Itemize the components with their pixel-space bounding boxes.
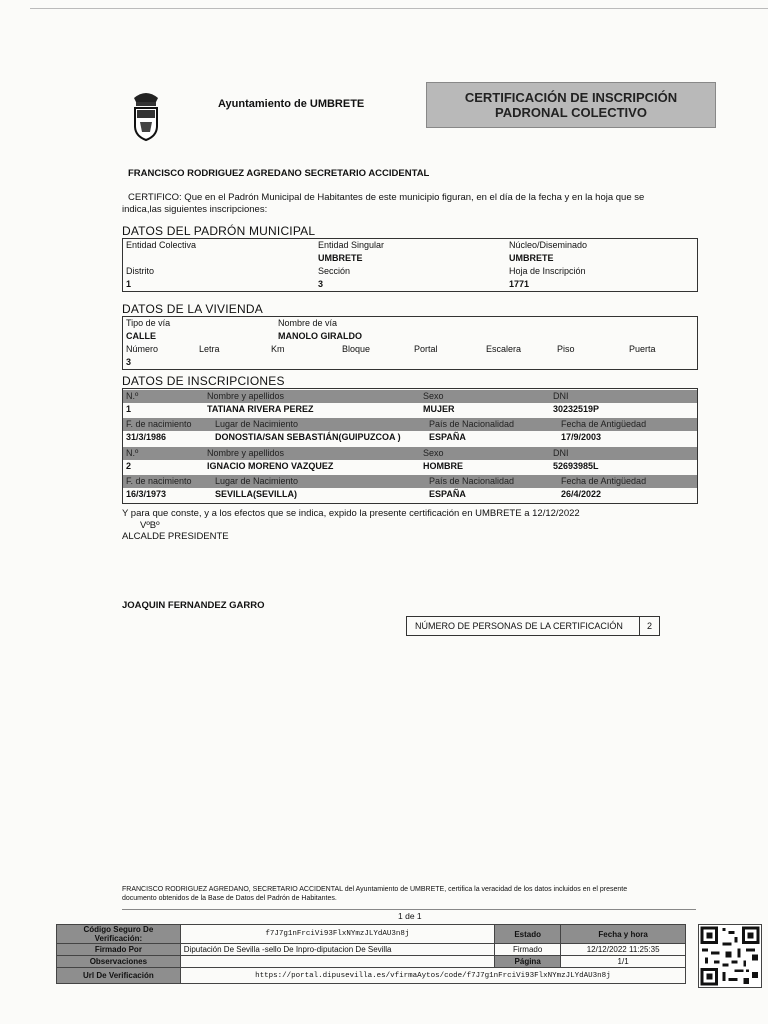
person-dni: 52693985L (553, 461, 599, 471)
verification-table (56, 924, 686, 984)
certifico-line2: indica,las siguientes inscripciones: (122, 204, 268, 215)
entidad-singular-label: Entidad Singular (318, 240, 385, 250)
hoja-label: Hoja de Inscripción (509, 266, 586, 276)
tipo-via-label: Tipo de vía (126, 318, 171, 328)
coat-of-arms-icon (128, 88, 164, 144)
escalera-label: Escalera (486, 344, 522, 354)
table-row (123, 460, 697, 474)
header-sexo: Sexo (423, 391, 444, 401)
distrito-value: 1 (126, 279, 132, 289)
header-band (123, 390, 697, 403)
bloque-label: Bloque (342, 344, 371, 354)
person-dni: 30232519P (553, 404, 600, 414)
fecha-value: 12/12/2022 11:25:35 (561, 944, 686, 956)
vivienda-section-title: DATOS DE LA VIVIENDA (122, 302, 263, 316)
estado-label: Estado (495, 925, 561, 944)
inscripciones-section-title: DATOS DE INSCRIPCIONES (122, 374, 285, 388)
person-sexo: MUJER (423, 404, 455, 414)
km-label: Km (271, 344, 285, 354)
alcalde-title: ALCALDE PRESIDENTE (122, 531, 229, 542)
person-fant: 17/9/2003 (561, 432, 602, 442)
pagina-value: 1/1 (561, 956, 686, 968)
observaciones-value (180, 956, 494, 968)
header-nombre: Nombre y apellidos (207, 448, 285, 458)
piso-label: Piso (557, 344, 575, 354)
fecha-label: Fecha y hora (561, 925, 686, 944)
padron-section-title: DATOS DEL PADRÓN MUNICIPAL (122, 224, 316, 238)
certifico-line1: CERTIFICO: Que en el Padrón Municipal de Habitantes de este municipio figuran, en el día de la fecha y en la hoja que se (128, 192, 645, 203)
person-nombre: TATIANA RIVERA PEREZ (207, 404, 314, 414)
person-fant: 26/4/2022 (561, 489, 602, 499)
header-band (123, 418, 697, 431)
csv-value: f7J7g1nFrciVi93FlxNYmzJLYdAU3n8j (180, 925, 494, 944)
firmado-value: Diputación De Sevilla -sello De Inpro-diputacion De Sevilla (180, 944, 494, 956)
person-fnac: 16/3/1973 (126, 489, 167, 499)
person-n: 1 (126, 404, 132, 414)
footer-line2: documento obtenidos de la Base de Datos del Padrón de Habitantes. (122, 895, 337, 902)
header-fnac: F. de nacimiento (126, 476, 192, 486)
person-sexo: HOMBRE (423, 461, 463, 471)
footer-certification-text (122, 885, 702, 903)
num-personas-value: 2 (647, 621, 653, 631)
visto-bueno: VºBº (140, 520, 160, 531)
closing-statement: Y para que conste, y a los efectos que se indica, expido la presente certificación en UMBRETE a 12/12/2022 (122, 508, 580, 519)
inscripciones-box (122, 388, 698, 504)
num-personas-label: NÚMERO DE PERSONAS DE LA CERTIFICACIÓN (415, 621, 623, 631)
header-fnac: F. de nacimiento (126, 419, 192, 429)
table-row (123, 488, 697, 502)
person-n: 2 (126, 461, 132, 471)
nombre-via-label: Nombre de vía (278, 318, 338, 328)
header-band (123, 475, 697, 488)
url-value[interactable]: https://portal.dipusevilla.es/vfirmaAytos/code/f7J7g1nFrciVi93FlxNYmzJLYdAU3n8j (180, 968, 685, 984)
estado-value: Firmado (495, 944, 561, 956)
header-n: N.º (126, 448, 139, 458)
puerta-label: Puerta (629, 344, 656, 354)
header-pais: País de Nacionalidad (429, 419, 515, 429)
header-dni: DNI (553, 448, 569, 458)
page-count: 1 de 1 (398, 911, 422, 921)
entidad-colectiva-label: Entidad Colectiva (126, 240, 197, 250)
certification-title-box (426, 82, 716, 128)
header-band (123, 447, 697, 460)
pagina-label: Página (495, 956, 561, 968)
header-fant: Fecha de Antigüedad (561, 476, 647, 486)
hoja-value: 1771 (509, 279, 530, 289)
header-nombre: Nombre y apellidos (207, 391, 285, 401)
top-scan-line (30, 8, 768, 9)
secretario-line: FRANCISCO RODRIGUEZ AGREDANO SECRETARIO ACCIDENTAL (128, 168, 430, 179)
header-lugar: Lugar de Nacimiento (215, 476, 299, 486)
nombre-via-value: MANOLO GIRALDO (278, 331, 362, 341)
table-row (123, 431, 697, 445)
letra-label: Letra (199, 344, 220, 354)
nucleo-label: Núcleo/Diseminado (509, 240, 588, 250)
header-sexo: Sexo (423, 448, 444, 458)
cert-title-line2: PADRONAL COLECTIVO (495, 105, 647, 120)
header-fant: Fecha de Antigüedad (561, 419, 647, 429)
person-pais: ESPAÑA (429, 489, 466, 499)
person-lugar: SEVILLA(SEVILLA) (215, 489, 298, 499)
qr-code-icon (698, 924, 762, 988)
person-pais: ESPAÑA (429, 432, 466, 442)
divider (639, 617, 640, 635)
distrito-label: Distrito (126, 266, 155, 276)
person-nombre: IGNACIO MORENO VAZQUEZ (207, 461, 334, 471)
header-lugar: Lugar de Nacimiento (215, 419, 299, 429)
ayuntamiento-name: Ayuntamiento de UMBRETE (218, 98, 365, 110)
tipo-via-value: CALLE (126, 331, 156, 341)
alcalde-name: JOAQUIN FERNANDEZ GARRO (122, 600, 265, 611)
observaciones-label: Observaciones (57, 956, 181, 968)
num-personas-box (406, 616, 660, 636)
portal-label: Portal (414, 344, 438, 354)
header-dni: DNI (553, 391, 569, 401)
seccion-label: Sección (318, 266, 351, 276)
footer-line1: FRANCISCO RODRIGUEZ AGREDANO, SECRETARIO ACCIDENTAL del Ayuntamiento de UMBRETE, certifica la veracidad de los datos incluidos en el presente (122, 886, 628, 893)
vivienda-box (122, 316, 698, 370)
url-label: Url De Verificación (57, 968, 181, 984)
entidad-singular-value: UMBRETE (318, 253, 363, 263)
seccion-value: 3 (318, 279, 324, 289)
table-row (123, 403, 697, 417)
numero-label: Número (126, 344, 159, 354)
header-pais: País de Nacionalidad (429, 476, 515, 486)
certifico-paragraph (122, 192, 702, 216)
numero-value: 3 (126, 357, 132, 367)
csv-label: Código Seguro De Verificación: (57, 925, 181, 944)
person-lugar: DONOSTIA/SAN SEBASTIÁN(GUIPUZCOA ) (215, 432, 401, 442)
person-fnac: 31/3/1986 (126, 432, 167, 442)
divider (122, 909, 696, 910)
cert-title-line1: CERTIFICACIÓN DE INSCRIPCIÓN (464, 90, 678, 105)
nucleo-value: UMBRETE (509, 253, 554, 263)
padron-box (122, 238, 698, 292)
firmado-label: Firmado Por (57, 944, 181, 956)
header-n: N.º (126, 391, 139, 401)
